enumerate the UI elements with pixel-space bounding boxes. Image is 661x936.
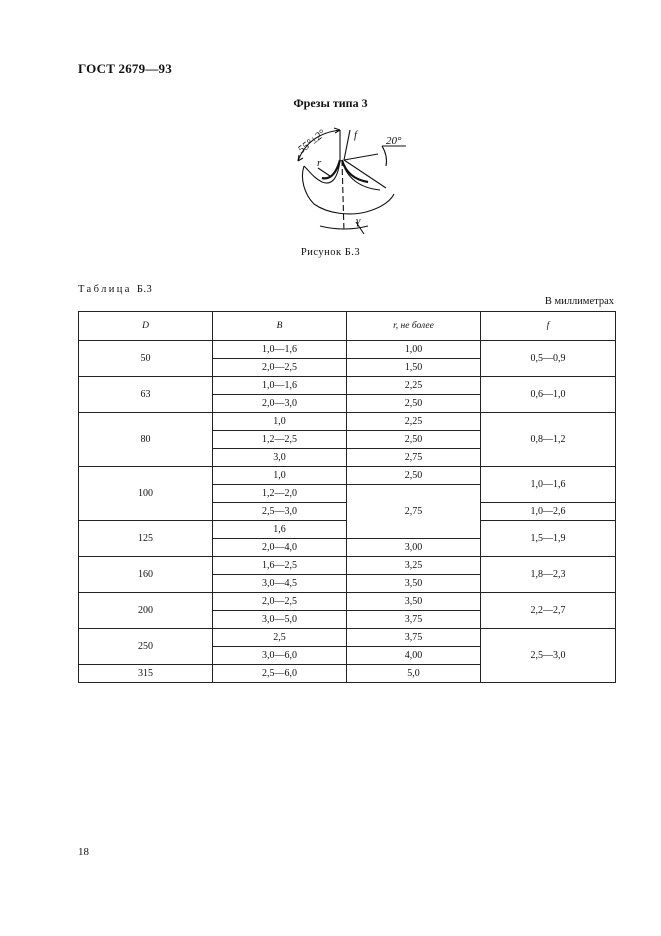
table-row bbox=[79, 341, 616, 359]
cell-b: 2,0—4,0 bbox=[213, 539, 347, 557]
cell-r: 3,25 bbox=[347, 557, 481, 575]
angle-20-line-b bbox=[344, 154, 378, 160]
table-label-prefix: Таблица bbox=[78, 284, 132, 295]
cell-f: 1,0—2,6 bbox=[481, 503, 616, 521]
cell-r: 2,25 bbox=[347, 413, 481, 431]
cell-r: 1,50 bbox=[347, 359, 481, 377]
table-row bbox=[79, 413, 616, 431]
table-row bbox=[79, 467, 616, 485]
cell-b: 2,0—2,5 bbox=[213, 359, 347, 377]
cell-b: 2,5—6,0 bbox=[213, 665, 347, 683]
header-b: B bbox=[213, 312, 347, 341]
cell-f: 1,0—1,6 bbox=[481, 467, 616, 503]
cell-f: 2,2—2,7 bbox=[481, 593, 616, 629]
table-row bbox=[79, 557, 616, 575]
cell-d: 63 bbox=[79, 377, 213, 413]
cell-b: 2,5 bbox=[213, 629, 347, 647]
f-dimension-line bbox=[344, 130, 350, 160]
cell-r: 3,50 bbox=[347, 575, 481, 593]
cell-b: 1,0—1,6 bbox=[213, 341, 347, 359]
cell-b: 1,2—2,0 bbox=[213, 485, 347, 503]
cell-r: 2,50 bbox=[347, 467, 481, 485]
table-row bbox=[79, 629, 616, 647]
cell-b: 2,5—3,0 bbox=[213, 503, 347, 521]
header-r: r, не более bbox=[347, 312, 481, 341]
cell-d: 315 bbox=[79, 665, 213, 683]
table-row bbox=[79, 593, 616, 611]
f-label: f bbox=[354, 129, 358, 141]
right-gullet bbox=[342, 160, 380, 190]
cell-b: 1,6—2,5 bbox=[213, 557, 347, 575]
angle-55-label: 55°±2° bbox=[295, 127, 328, 157]
center-line bbox=[342, 160, 344, 232]
cell-f: 2,5—3,0 bbox=[481, 629, 616, 683]
table-row bbox=[79, 377, 616, 395]
cell-b: 2,0—2,5 bbox=[213, 593, 347, 611]
cell-r: 5,0 bbox=[347, 665, 481, 683]
left-edge bbox=[322, 160, 340, 178]
cell-d: 125 bbox=[79, 521, 213, 557]
document-header: ГОСТ 2679—93 bbox=[78, 61, 172, 76]
header-f: f bbox=[481, 312, 616, 341]
cell-b: 1,0 bbox=[213, 467, 347, 485]
table-units: В миллиметрах bbox=[544, 296, 614, 307]
cell-r: 3,75 bbox=[347, 611, 481, 629]
cutter-tooth-svg bbox=[270, 116, 420, 240]
radius-label: r bbox=[317, 157, 322, 169]
cell-d: 50 bbox=[79, 341, 213, 377]
figure-caption: Рисунок Б.3 bbox=[300, 247, 361, 258]
radius-leader bbox=[318, 168, 330, 176]
cell-r: 2,50 bbox=[347, 395, 481, 413]
cell-d: 250 bbox=[79, 629, 213, 665]
gamma-label: γ bbox=[356, 215, 361, 227]
cell-f: 1,8—2,3 bbox=[481, 557, 616, 593]
figure-title: Фрезы типа 3 bbox=[293, 96, 368, 110]
cutter-tooth-drawing bbox=[270, 116, 420, 240]
cell-d: 100 bbox=[79, 467, 213, 521]
page-number: 18 bbox=[78, 846, 89, 858]
cell-d: 160 bbox=[79, 557, 213, 593]
cell-r: 3,75 bbox=[347, 629, 481, 647]
cell-b: 2,0—3,0 bbox=[213, 395, 347, 413]
cell-r: 1,00 bbox=[347, 341, 481, 359]
cell-b: 1,2—2,5 bbox=[213, 431, 347, 449]
data-table bbox=[78, 311, 616, 683]
table-header-row bbox=[79, 312, 616, 341]
cell-b: 1,0—1,6 bbox=[213, 377, 347, 395]
cell-r: 3,00 bbox=[347, 539, 481, 557]
cell-r: 2,75 bbox=[347, 485, 481, 539]
cell-f: 0,8—1,2 bbox=[481, 413, 616, 467]
cell-f: 0,5—0,9 bbox=[481, 341, 616, 377]
table-label bbox=[78, 284, 152, 295]
angle-20-label: 20° bbox=[386, 135, 402, 147]
cell-b: 3,0—5,0 bbox=[213, 611, 347, 629]
cell-d: 200 bbox=[79, 593, 213, 629]
cell-b: 1,6 bbox=[213, 521, 347, 539]
angle-arc-20 bbox=[382, 146, 387, 166]
cell-b: 3,0—6,0 bbox=[213, 647, 347, 665]
cell-f: 0,6—1,0 bbox=[481, 377, 616, 413]
cell-r: 4,00 bbox=[347, 647, 481, 665]
cell-b: 3,0 bbox=[213, 449, 347, 467]
cell-r: 2,75 bbox=[347, 449, 481, 467]
cell-r: 2,25 bbox=[347, 377, 481, 395]
cell-d: 80 bbox=[79, 413, 213, 467]
cell-f: 1,5—1,9 bbox=[481, 521, 616, 557]
cell-r: 3,50 bbox=[347, 593, 481, 611]
cell-r: 2,50 bbox=[347, 431, 481, 449]
cell-b: 1,0 bbox=[213, 413, 347, 431]
cell-b: 3,0—4,5 bbox=[213, 575, 347, 593]
header-d: D bbox=[79, 312, 213, 341]
table-label-number: Б.3 bbox=[136, 284, 153, 295]
